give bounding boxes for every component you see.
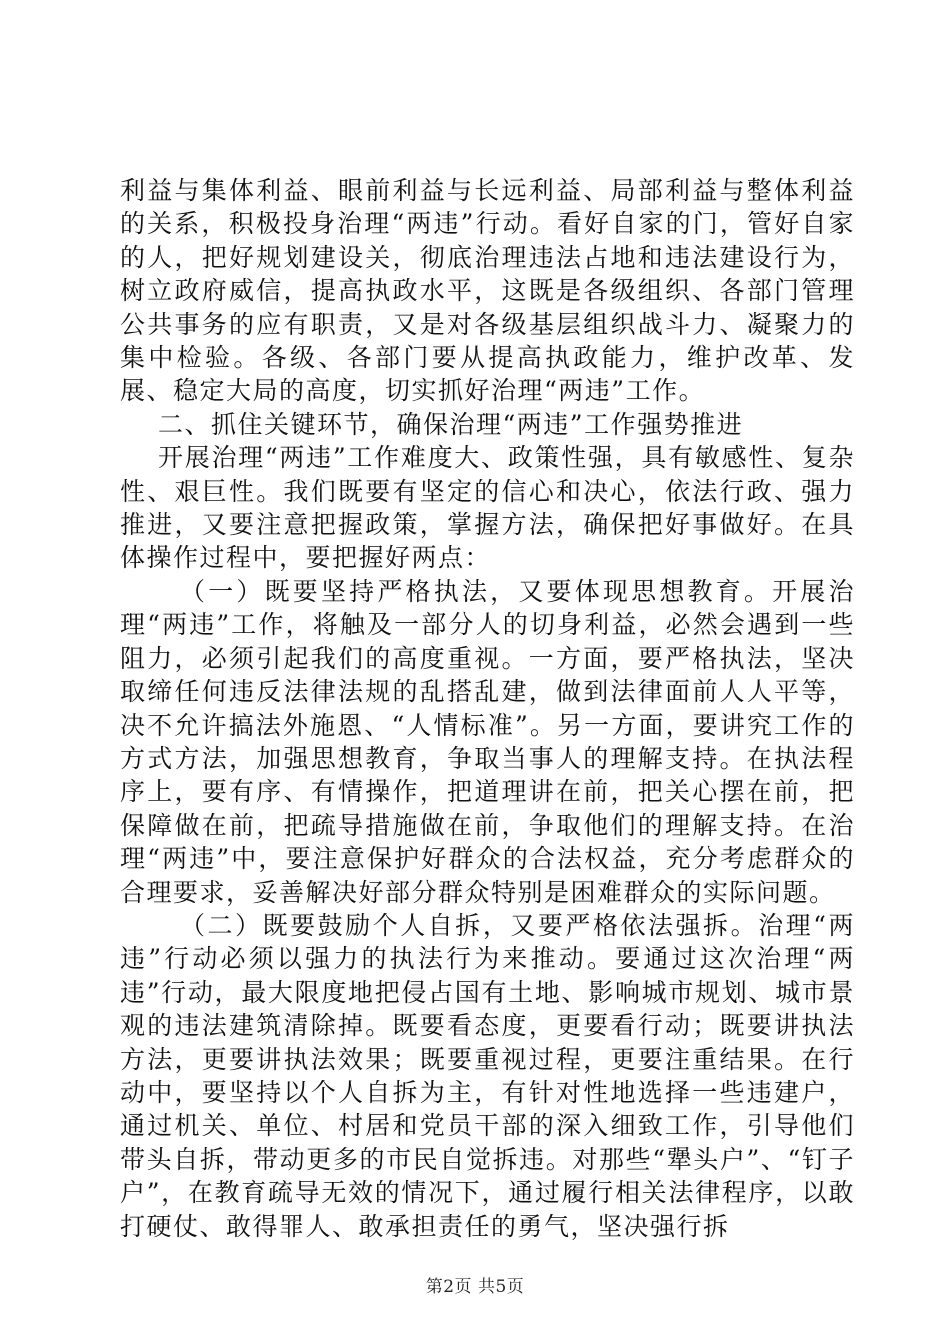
section-heading-2: 二、抓住关键环节，确保治理“两违”工作强势推进 bbox=[158, 409, 744, 439]
paragraph-2: 开展治理“两违”工作难度大、政策性强，具有敏感性、复杂性、艰巨性。我们既要有坚定的信心和决心，依法行政、强力推进，又要注意把握政策，掌握方法，确保把好事做好。在具体操作过程中，要把握好两点： bbox=[120, 443, 855, 573]
page-footer: 第2页 共5页 bbox=[425, 1277, 525, 1297]
document-body bbox=[120, 174, 855, 1243]
paragraph-1: 利益与集体利益、眼前利益与长远利益、局部利益与整体利益的关系，积极投身治理“两违”行动。看好自家的门，管好自家的人，把好规划建设关，彻底治理违法占地和违法建设行为，树立政府威信，提高执政水平，这既是各级组织、各部门管理公共事务的应有职责，又是对各级基层组织战斗力、凝聚力的集中检验。各级、各部门要从提高执政能力，维护改革、发展、稳定大局的高度，切实抓好治理“两违”工作。 bbox=[120, 176, 855, 406]
paragraph-3: （一）既要坚持严格执法，又要体现思想教育。开展治理“两违”工作，将触及一部分人的切身利益，必然会遇到一些阻力，必须引起我们的高度重视。一方面，要严格执法，坚决取缔任何违反法律法规的乱搭乱建，做到法律面前人人平等，决不允许搞法外施恩、“人情标准”。另一方面，要讲究工作的方式方法，加强思想教育，争取当事人的理解支持。在执法程序上，要有序、有情操作，把道理讲在前，把关心摆在前，把保障做在前，把疏导措施做在前，争取他们的理解支持。在治理“两违”中，要注意保护好群众的合法权益，充分考虑群众的合理要求，妥善解决好部分群众特别是困难群众的实际问题。 bbox=[120, 576, 855, 907]
paragraph-4: （二）既要鼓励个人自拆，又要严格依法强拆。治理“两违”行动必须以强力的执法行为来推动。要通过这次治理“两违”行动，最大限度地把侵占国有土地、影响城市规划、城市景观的违法建筑清除掉。既要看态度，更要看行动；既要讲执法方法，更要讲执法效果；既要重视过程，更要注重结果。在行动中，要坚持以个人自拆为主，有针对性地选择一些违建户，通过机关、单位、村居和党员干部的深入细致工作，引导他们带头自拆，带动更多的市民自觉拆违。对那些“犟头户”、“钉子户”，在教育疏导无效的情况下，通过履行相关法律程序，以敢打硬仗、敢得罪人、敢承担责任的勇气，坚决强行拆 bbox=[120, 910, 855, 1241]
